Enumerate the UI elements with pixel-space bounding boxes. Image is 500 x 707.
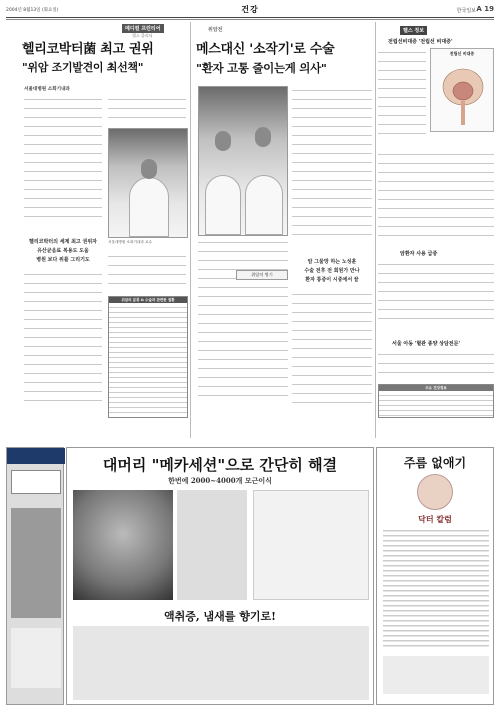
article-byline: 위암전	[208, 27, 223, 33]
headline-right-1: 메스대신 '소작기'로 수술	[196, 42, 335, 57]
surgeon-photo	[198, 86, 288, 236]
ad-hair-photo	[73, 490, 173, 600]
header-rule	[6, 17, 494, 18]
article-kicker: 메디컬 프런티어	[122, 24, 164, 33]
surgeon-figure	[245, 175, 283, 235]
pull-quote	[24, 238, 102, 265]
ad-title: 대머리 "메카세션"으로 간단히 해결	[102, 456, 338, 474]
sidebar-body-column	[378, 48, 426, 148]
photo-caption: 서울대병원 소화기내과 교수	[108, 240, 152, 244]
paper-name: 한국일보	[456, 8, 476, 14]
sidebar-body-column	[378, 260, 494, 332]
pull-quote	[292, 258, 372, 285]
sidebar-head: 암환자 사용 급증	[400, 251, 438, 257]
article-body-column	[24, 270, 102, 420]
diagram-title: 전립선 비대증	[449, 51, 475, 56]
pull-quote-line: 수술 전후 전 회원가 만나	[304, 268, 360, 274]
table-title: 위암의 분류 & 수술과 관련한 질환	[109, 297, 187, 303]
column-divider	[375, 22, 376, 438]
article-subhead: 서울대병원 소화기내과	[24, 87, 70, 92]
headline-right-2: "환자 고통 줄이는게 의사"	[196, 61, 327, 75]
table-title: 주요 건강정보	[379, 385, 493, 391]
surgeon-head	[255, 127, 271, 147]
article-body-column	[292, 86, 372, 256]
doctor-head	[141, 159, 157, 179]
prostate-diagram	[430, 48, 494, 132]
headline-left-2: "위암 조기발견이 최선책"	[22, 61, 144, 74]
ad-logo-bar	[7, 448, 65, 464]
ad-bottom-title: 액취증, 냄새를 향기로!	[164, 610, 276, 623]
ad-image	[11, 508, 61, 618]
sidebar-topic: 전립선비대증 '전립선 비대증'	[388, 39, 453, 45]
pull-quote-line: 환자 통증이 시중에서 끝	[305, 277, 359, 283]
doctor-photo	[108, 128, 188, 238]
pull-quote-line: 암 그물망 하는 노성훈	[307, 259, 357, 265]
ad-photo-2	[177, 490, 247, 600]
ad-right-text	[383, 530, 489, 700]
sidebar-head: 서울 아동 '혈관 종양 상담전문'	[392, 341, 460, 347]
ad-left	[6, 447, 64, 705]
ad-middle	[66, 447, 374, 705]
stage-box-title: 위암의 병기	[236, 270, 288, 280]
article-body-column	[108, 252, 186, 292]
headline-left-1: 헬리코박터菌 최고 권위	[22, 42, 154, 57]
page-number: A 19	[476, 5, 494, 13]
pull-quote-line: 병원 보다 위를 그리기도	[36, 257, 90, 263]
ad-face-illustration	[417, 474, 453, 510]
article-byline: 헬스 클리닉	[132, 33, 153, 38]
section-title: 건강	[241, 5, 259, 14]
ad-bottom-block	[73, 626, 369, 700]
doctor-figure	[129, 177, 169, 237]
sidebar-body-column	[378, 150, 494, 248]
pull-quote-line: 헬리코박터의 세계 최고 권위자	[28, 239, 97, 245]
header-rule-thin	[6, 19, 494, 20]
ad-right-brand: 닥터 칼럼	[418, 514, 452, 524]
article-body-column	[24, 95, 102, 235]
ad-info-box	[253, 490, 369, 600]
article-body-column	[108, 95, 186, 123]
sidebar-body-column	[378, 350, 494, 380]
issue-date: 2004년 8월13일 (화요일)	[6, 8, 59, 13]
surgeon-figure	[205, 175, 241, 235]
info-table	[108, 296, 188, 418]
article-body-column	[292, 290, 372, 420]
prostate-illustration	[431, 57, 495, 131]
ad-badge	[11, 470, 61, 494]
ad-right	[376, 447, 494, 705]
ad-text-block	[11, 628, 61, 688]
sidebar-kicker: 헬스 정보	[400, 26, 427, 35]
ad-subtitle: 한번에 2000~4000개 모근이식	[168, 476, 272, 485]
page-header	[6, 4, 494, 16]
surgeon-head	[215, 131, 231, 151]
column-divider	[190, 22, 191, 438]
pull-quote-line: 유산균음료 복용도 도움	[37, 248, 89, 254]
sidebar-table	[378, 384, 494, 418]
ad-right-title: 주름 없애기	[403, 456, 467, 470]
article-body-column	[198, 238, 288, 418]
